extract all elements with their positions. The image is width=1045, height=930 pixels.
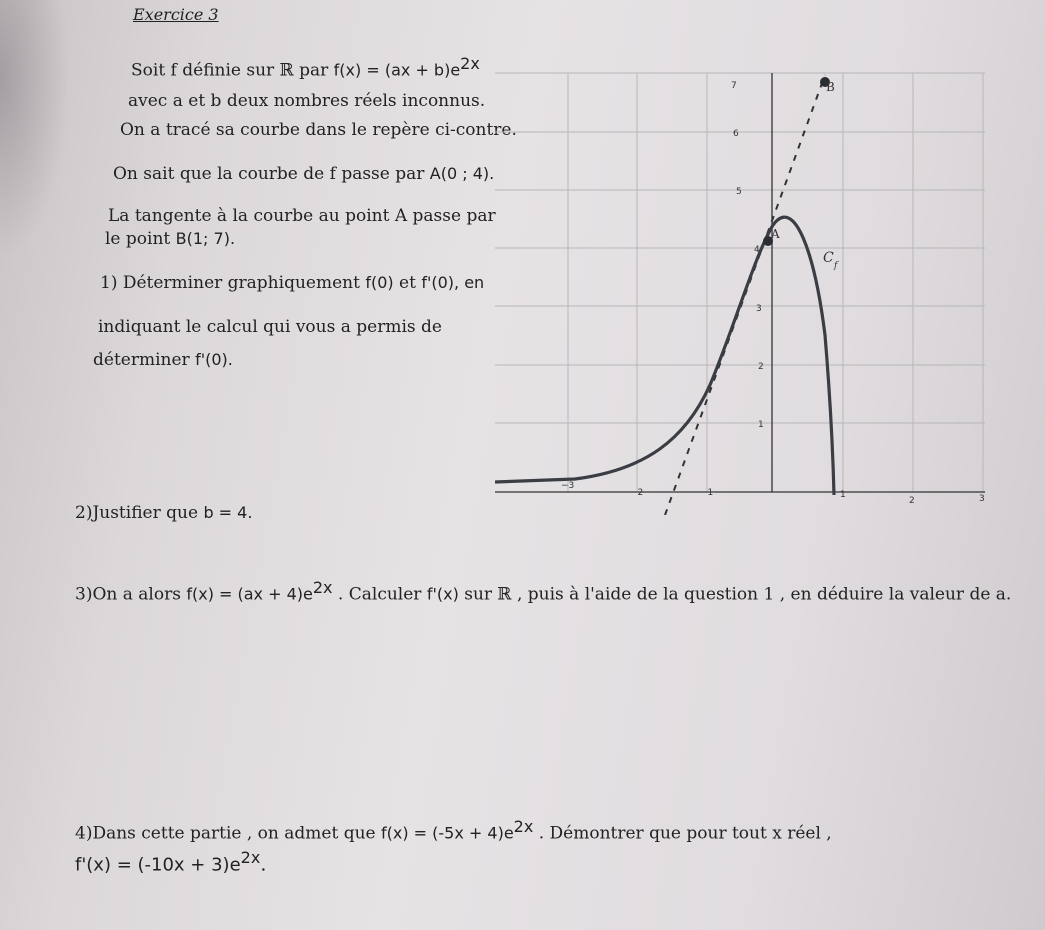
intro-line-6 [105, 229, 235, 249]
q3-rest: sur ℝ , puis à l'aide de la question 1 , en déduire la valeur de a. [458, 584, 1012, 605]
intro-line-6-text: le point [105, 229, 176, 249]
curve-label-sub: f [834, 261, 838, 271]
point-a-coords: A(0 ; 4). [429, 164, 495, 183]
q1-f0: f(0) [365, 273, 394, 292]
q1-fp0: f'(0), en [421, 273, 485, 292]
q2-text: 2)Justifier que [75, 503, 204, 523]
q4-text: 4)Dans cette partie , on admet que [75, 823, 381, 844]
f-definition-exponent: 2x [460, 54, 480, 73]
intro-line-4-text: On sait que la courbe de f passe par [113, 164, 430, 184]
intro-line-3: On a tracé sa courbe dans le repère ci-contre. [120, 120, 517, 140]
intro-line-1 [131, 54, 480, 81]
question-1-line-3 [93, 350, 233, 370]
curve-label: C [823, 250, 834, 266]
question-1-line-1 [100, 273, 484, 293]
q3-fpx: f'(x) [426, 584, 459, 604]
intro-line-2: avec a et b deux nombres réels inconnus. [128, 91, 486, 111]
question-1-line-2: indiquant le calcul qui vous a permis de [98, 317, 442, 337]
x-tick-label: −3 [561, 481, 575, 491]
grid [495, 73, 985, 492]
point-b-coords: B(1; 7). [175, 229, 236, 248]
q4-formula: f(x) = (-5x + 4)e [381, 823, 514, 843]
q1-l3-fp0: f'(0). [195, 350, 233, 369]
point-b-label: B [826, 80, 835, 94]
x-tick-label: 3 [979, 494, 985, 504]
q3-mid: . Calculer [332, 584, 427, 605]
x-tick-label: 2 [909, 496, 915, 506]
q3-text: 3)On a alors [75, 584, 187, 605]
question-4-line-1 [75, 817, 832, 844]
x-tick-label: 1 [840, 490, 846, 500]
x-tick-labels [561, 481, 985, 506]
q3-formula: f(x) = (ax + 4)e [186, 584, 313, 604]
q4-rest: . Démontrer que pour tout x réel , [533, 823, 832, 844]
y-tick-label: 3 [756, 304, 762, 314]
question-3 [75, 578, 1011, 605]
q4-exponent: 2x [513, 817, 534, 836]
curve-cf [495, 217, 834, 495]
y-tick-label: 5 [736, 187, 742, 197]
y-tick-label: 4 [754, 245, 760, 255]
question-4-line-2 [75, 848, 266, 875]
point-a-label: A [771, 227, 780, 241]
y-tick-label: 7 [731, 81, 737, 91]
intro-line-1-text: Soit f définie sur ℝ par [131, 60, 334, 81]
intro-line-5: La tangente à la courbe au point A passe par [108, 206, 496, 226]
q2-formula: b = 4. [203, 503, 253, 522]
q4-derivative-end: . [260, 853, 267, 876]
x-tick-label: −2 [630, 488, 644, 498]
function-graph [495, 55, 995, 515]
exercise-title: Exercice 3 [133, 5, 219, 24]
q1-l3-text: déterminer [93, 350, 196, 370]
q1-et: et [393, 273, 422, 293]
f-definition-formula: f(x) = (ax + b)e [333, 60, 461, 80]
q3-exponent: 2x [312, 578, 333, 597]
question-2 [75, 503, 252, 523]
q4-derivative-exponent: 2x [240, 848, 261, 867]
q4-derivative-formula: f'(x) = (-10x + 3)e [75, 854, 241, 876]
x-tick-label: −1 [700, 488, 714, 498]
intro-line-4 [113, 164, 494, 184]
page-shadow [0, 0, 70, 260]
y-tick-label: 6 [733, 129, 739, 139]
q1-text: 1) Déterminer graphiquement [100, 273, 366, 293]
y-tick-label: 2 [758, 362, 764, 372]
y-tick-label: 1 [758, 420, 764, 430]
